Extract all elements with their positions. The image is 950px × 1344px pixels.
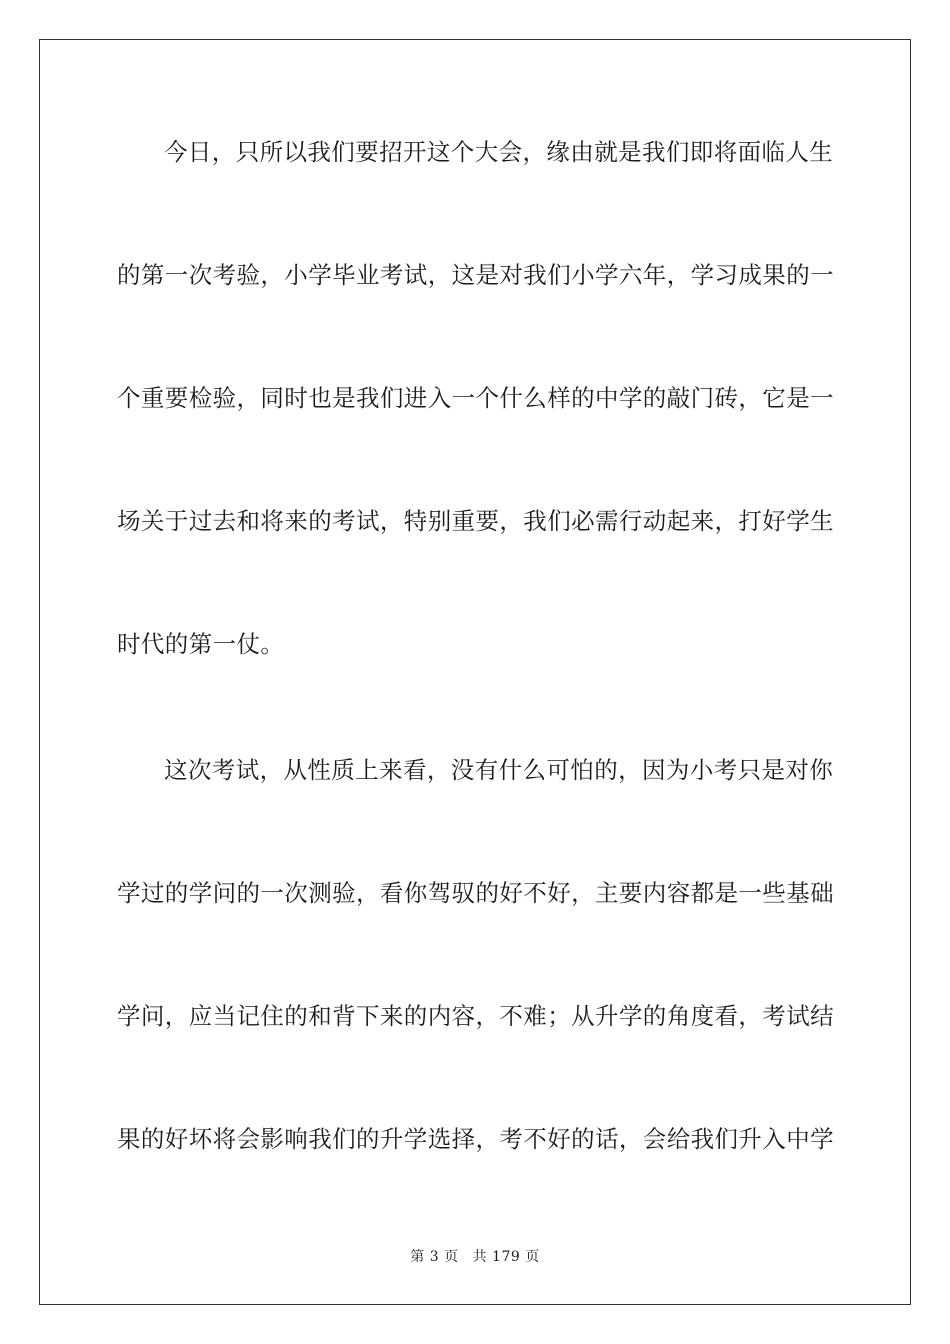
paragraph-1-line-5: 时代的第一仗。 — [117, 630, 285, 658]
paragraph-1-line-1: 今日，只所以我们要招开这个大会，缘由就是我们即将面临人生 — [164, 138, 834, 166]
page-total: 共 179 页 — [472, 1249, 540, 1265]
paragraph-2-line-4: 果的好坏将会影响我们的升学选择，考不好的话，会给我们升入中学 — [117, 1125, 834, 1153]
paragraph-2-line-3: 学问，应当记住的和背下来的内容，不难；从升学的角度看，考试结 — [117, 1002, 834, 1030]
paragraph-1-line-3: 个重要检验，同时也是我们进入一个什么样的中学的敲门砖，它是一 — [117, 384, 834, 412]
paragraph-2-line-1: 这次考试，从性质上来看，没有什么可怕的，因为小考只是对你 — [164, 756, 834, 784]
paragraph-1-line-2: 的第一次考验，小学毕业考试，这是对我们小学六年，学习成果的一 — [117, 261, 834, 289]
page-number: 第 3 页 — [410, 1249, 459, 1265]
paragraph-1-line-4: 场关于过去和将来的考试，特别重要，我们必需行动起来，打好学生 — [117, 507, 834, 535]
page-footer — [0, 1246, 950, 1266]
paragraph-2-line-2: 学过的学问的一次测验，看你驾驭的好不好，主要内容都是一些基础 — [117, 879, 834, 907]
document-body — [117, 122, 833, 1232]
